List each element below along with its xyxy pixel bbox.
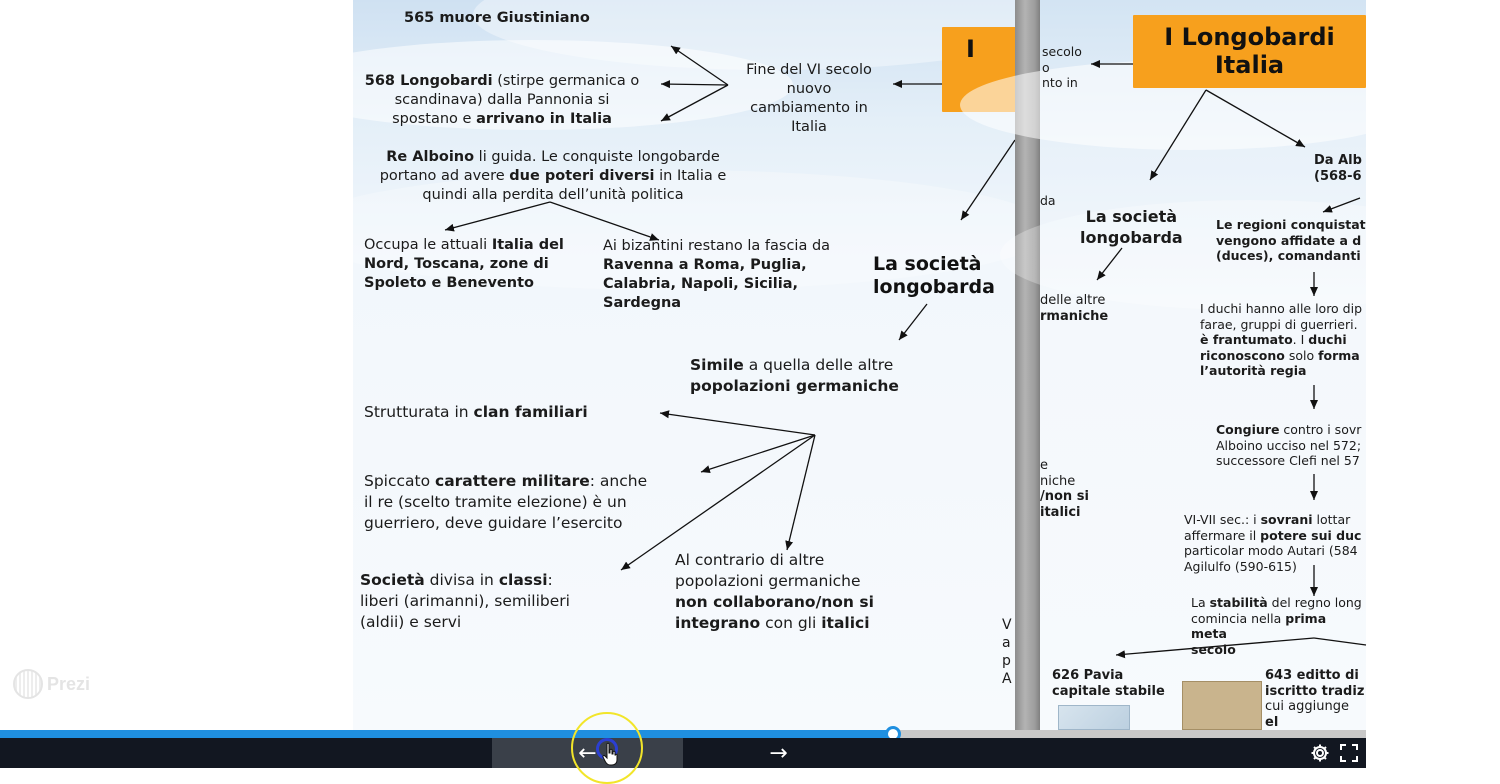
map-thumbnail (1058, 705, 1130, 730)
node-vi-vii-secolo: VI-VII sec.: i sovrani lottar affermare il potere sui duc particolar modo Autari (584 Agilulfo (590-615) (1184, 512, 1362, 574)
arrow-right-icon: → (769, 740, 788, 766)
node-duchi: I duchi hanno alle loro dip farae, gruppi di guerrieri. è frantumato. I duchi riconoscono solo forma l’autorità regia (1200, 301, 1363, 378)
presentation-progress-bar[interactable] (0, 730, 1366, 738)
node-stabilita: La stabilità del regno long comincia nella prima meta secolo (1191, 595, 1362, 657)
settings-button[interactable] (1309, 742, 1331, 764)
slide-right (1040, 0, 1366, 730)
node-editto: 643 editto di iscritto tradiz cui aggiunge el (1265, 668, 1365, 730)
peek-fine-secolo: secolo o nto in (1042, 44, 1082, 90)
peek-text: da (1040, 193, 1056, 208)
peek-simile: delle altre rmaniche (1040, 293, 1109, 324)
event-565: 565 muore Giustiniano (404, 10, 590, 26)
node-classi: Società divisa in classi: liberi (arimanni), semiliberi (aldii) e servi (360, 571, 570, 631)
node-regioni: Le regioni conquistat vengono affidate a d (duces), comandanti (1216, 217, 1366, 263)
node-da-alboino: Da Alb (568-6 (1314, 153, 1362, 184)
slide-title: I Longobardi Italia (1164, 23, 1335, 79)
node-congiure: Congiure contro i sovr Alboino ucciso nel 572; successore Clefi nel 57 (1216, 422, 1362, 468)
prezi-logo (13, 669, 90, 699)
prezi-logo-text: Prezi (47, 673, 91, 694)
node-al-contrario: Al contrario di altre popolazioni germaniche non collaborano/non si integrano con gli italici (675, 551, 874, 632)
node-clan: Strutturata in clan familiari (364, 403, 588, 421)
slide-left (353, 0, 1015, 730)
node-pavia: 626 Pavia capitale stabile (1052, 668, 1165, 699)
arrow-left-icon: ← (578, 740, 597, 766)
gear-icon (1310, 743, 1330, 763)
orange-title-box (1133, 15, 1366, 88)
node-carattere-militare: Spiccato carattere militare: anche il re (scelto tramite elezione) è un guerriero, deve guidare l’esercito (364, 472, 648, 532)
fullscreen-icon (1340, 744, 1358, 762)
node-simile: Simile a quella delle altre popolazioni germaniche (690, 356, 899, 395)
node-fine-vi-secolo: Fine del VI secolo nuovo cambiamento in Italia (746, 62, 872, 135)
hand-cursor-icon (602, 742, 618, 766)
node-bizantini: Ai bizantini restano la fascia da Ravenna a Roma, Puglia, Calabria, Napoli, Sicilia, Sardegna (603, 238, 831, 311)
node-re-alboino: Re Alboino li guida. Le conquiste longobarde portano ad avere due poteri diversi in Italia e quindi alla perdita dell’unità politica (379, 149, 727, 203)
document-thumbnail (1182, 681, 1262, 730)
prezi-logo-icon (13, 669, 43, 699)
next-step-button[interactable] (683, 738, 874, 768)
progress-fill (0, 730, 893, 738)
peek-contrario: e niche /non si italici (1040, 458, 1089, 520)
player-controls (0, 738, 1366, 768)
node-societa-longobarda: La società longobarda (873, 253, 995, 298)
node-societa-longobarda: La società longobarda (1080, 207, 1183, 247)
orange-title-box: I (942, 27, 1022, 112)
cut-off-text: V a p A (1002, 617, 1012, 687)
fullscreen-button[interactable] (1338, 742, 1360, 764)
node-occupa: Occupa le attuali Italia del Nord, Toscana, zone di Spoleto e Benevento (364, 237, 564, 291)
event-568: 568 Longobardi (stirpe germanica o scandinava) dalla Pannonia si spostano e arrivano in Italia (364, 73, 640, 127)
